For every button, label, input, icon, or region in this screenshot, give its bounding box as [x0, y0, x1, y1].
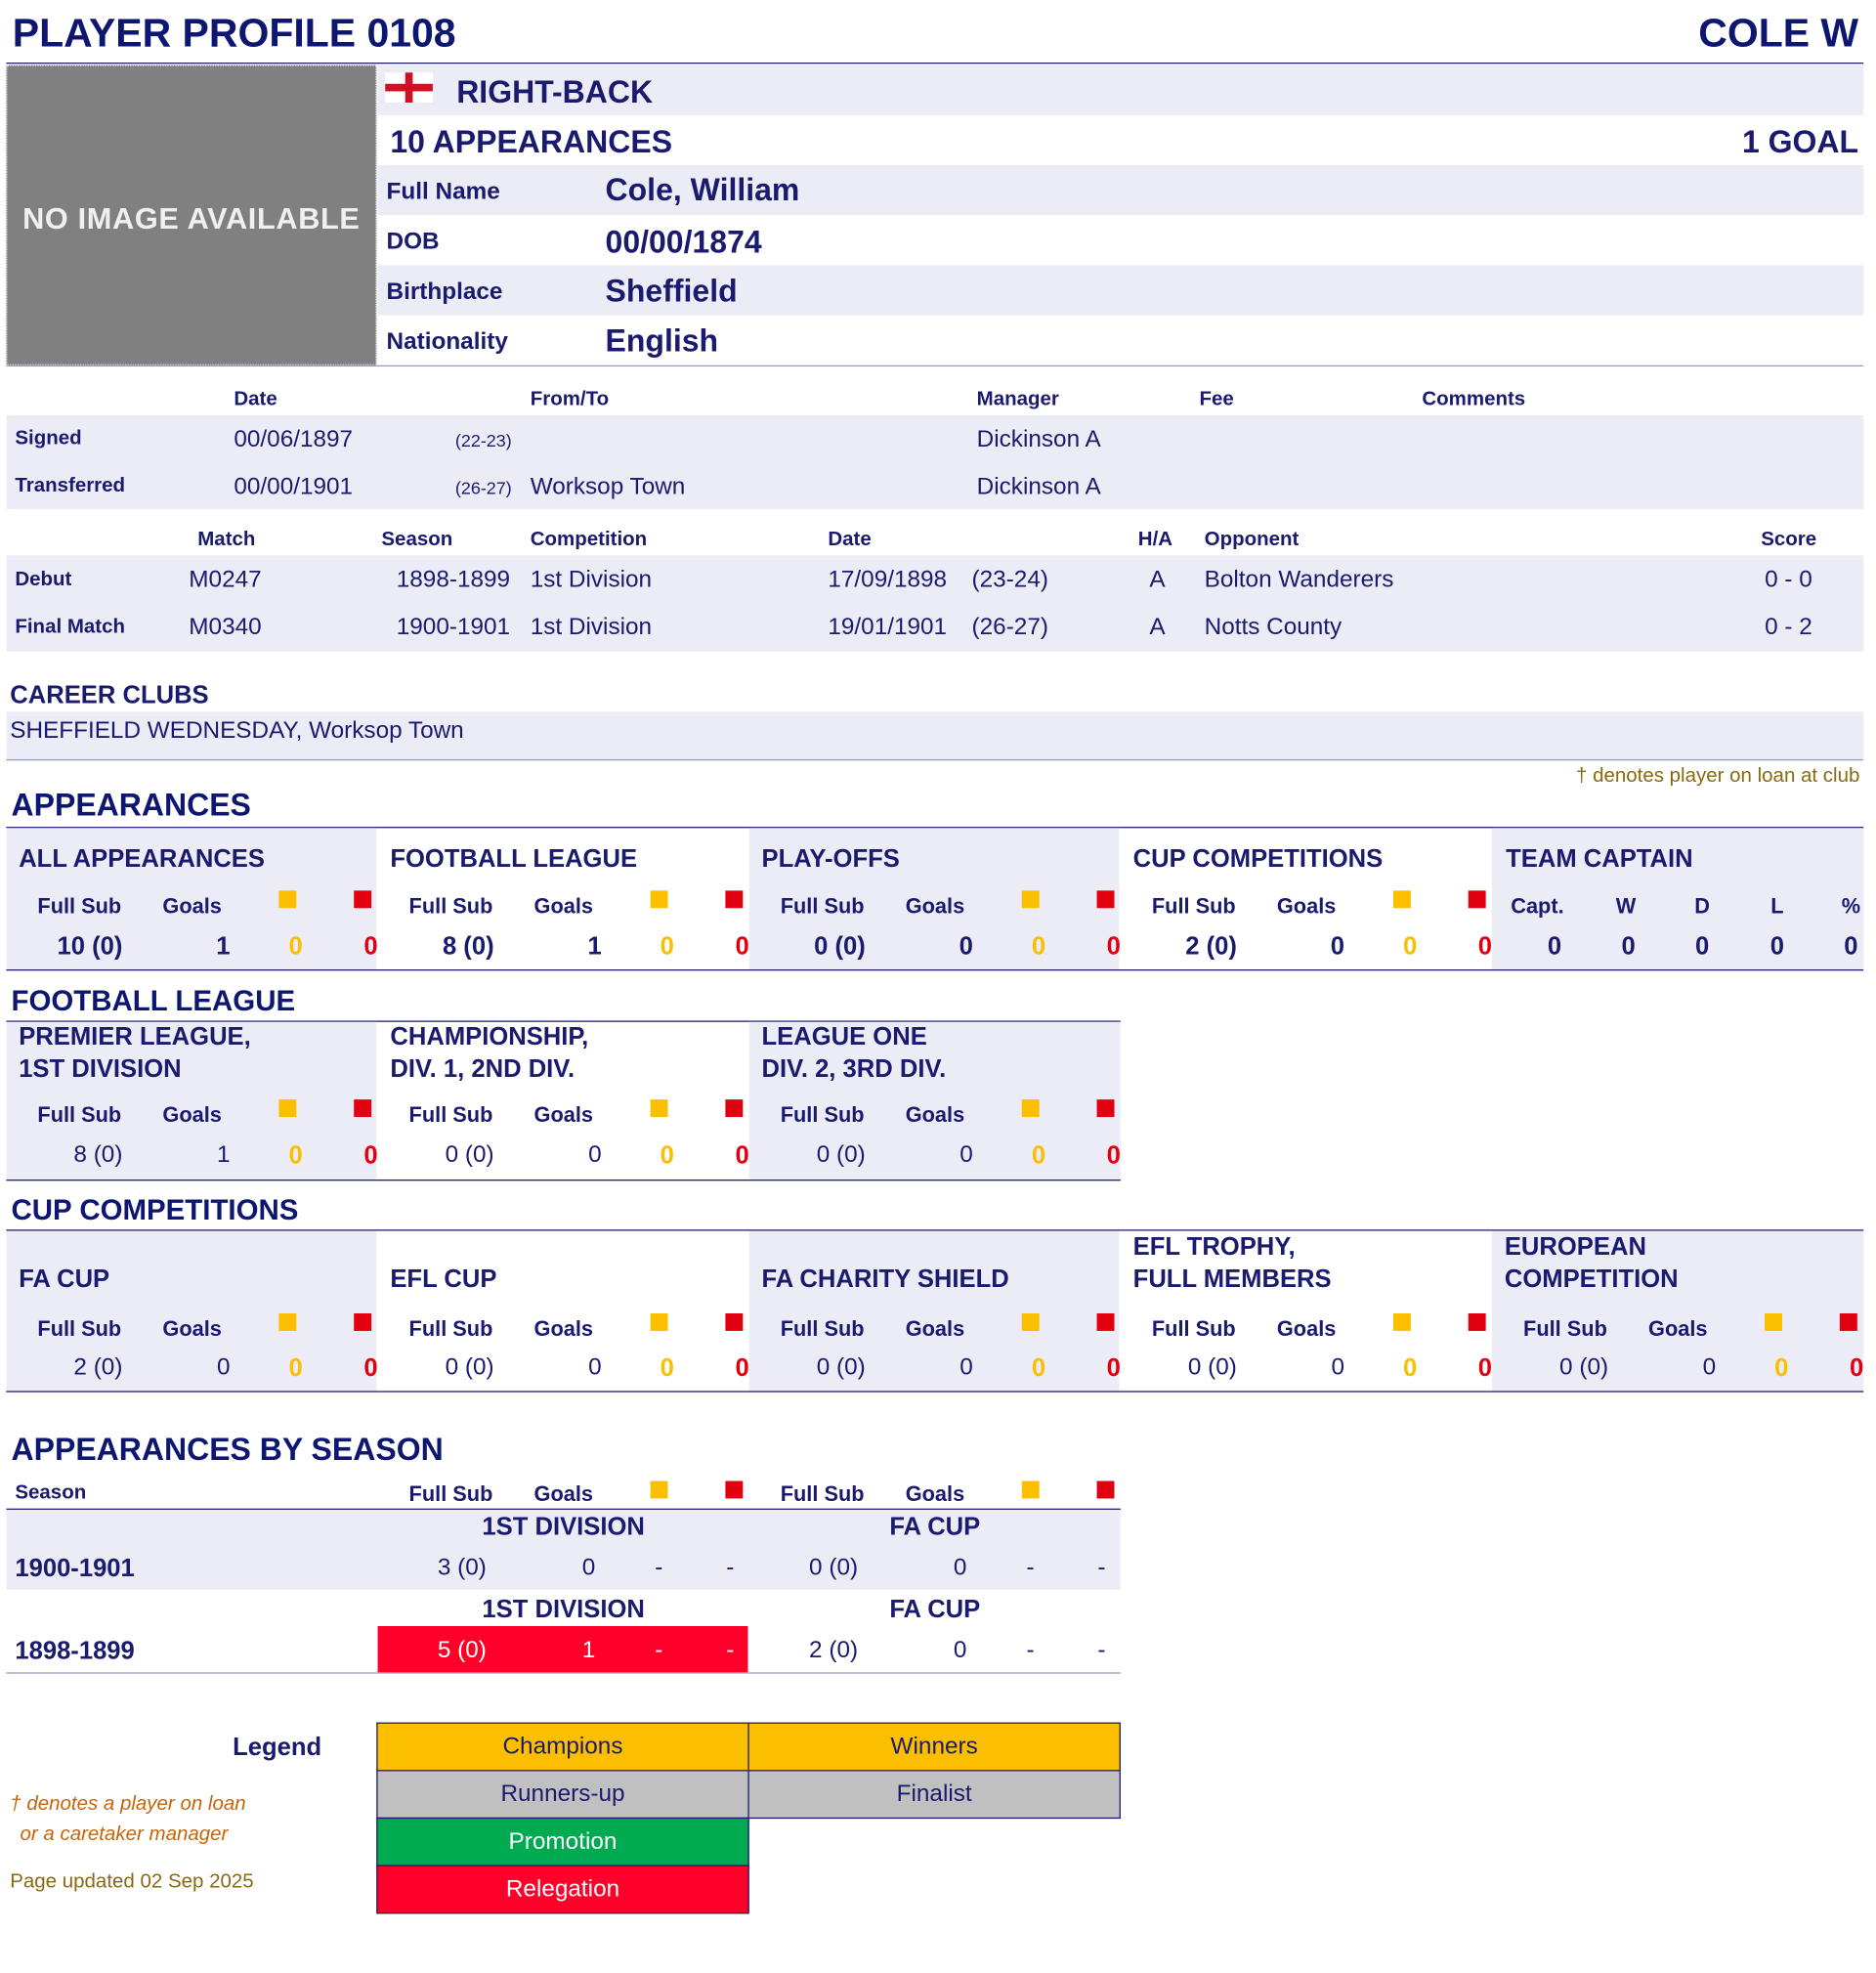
final-date: 19/01/1901	[828, 614, 948, 641]
cup-3-fullsub-value: 0 (0)	[1187, 1354, 1237, 1382]
final-date-season: (26-27)	[971, 614, 1048, 641]
bs-goals-header-1: Goals	[905, 1481, 965, 1507]
fl-0-fullsub-value: 8 (0)	[73, 1141, 123, 1169]
captain-value-capt: 0	[1547, 932, 1562, 962]
app-block-title-0: ALL APPEARANCES	[19, 845, 265, 874]
bs-goals-1-0: 1	[581, 1637, 596, 1664]
transfer-comments-header: Comments	[1422, 389, 1526, 410]
app-1-fullsub-header: Full Sub	[408, 894, 493, 919]
captain-value-pct: 0	[1844, 932, 1858, 962]
bs-red-0-1: -	[1097, 1555, 1106, 1581]
app-2-yellow-value: 0	[1031, 932, 1046, 962]
debut-label: Debut	[15, 569, 72, 591]
cup-0-goals-header: Goals	[162, 1316, 222, 1342]
legend-runners-up: Runners-up	[376, 1770, 748, 1819]
cup-0-goals-value: 0	[216, 1354, 231, 1382]
final-competition: 1st Division	[530, 614, 653, 641]
transferred-club: Worksop Town	[530, 474, 686, 500]
transfer-fee-header: Fee	[1199, 389, 1234, 410]
cup-2-red-value: 0	[1106, 1354, 1121, 1383]
app-2-goals-value: 0	[959, 932, 973, 962]
app-1-red-value: 0	[735, 932, 749, 962]
debut-season: 1898-1899	[396, 566, 511, 593]
nationality-label: Nationality	[386, 328, 508, 356]
app-3-goals-value: 0	[1330, 932, 1344, 962]
cup-1-fullsub-header: Full Sub	[408, 1316, 493, 1342]
app-1-goals-value: 1	[587, 932, 602, 962]
final-match-label: Final Match	[15, 617, 126, 638]
cup-1-fullsub-value: 0 (0)	[445, 1354, 494, 1382]
yellow-card-icon	[278, 1099, 296, 1117]
appearances-title: APPEARANCES	[11, 788, 251, 824]
career-clubs-list: SHEFFIELD WEDNESDAY, Worksop Town	[10, 717, 464, 745]
yellow-card-icon	[651, 1481, 668, 1499]
signed-season: (22-23)	[454, 430, 512, 450]
cup-4-yellow-value: 0	[1774, 1354, 1789, 1383]
captain-header-w: W	[1615, 894, 1637, 919]
dob-value: 00/00/1874	[605, 225, 762, 261]
captain-header-d: D	[1694, 894, 1710, 919]
debut-ha: A	[1149, 566, 1166, 593]
bs-comp-name-1-1: FA CUP	[889, 1596, 981, 1624]
bs-comp-name-0-0: 1ST DIVISION	[482, 1513, 645, 1541]
legend-winners: Winners	[747, 1723, 1120, 1772]
cup-block-title2-3: FULL MEMBERS	[1132, 1265, 1332, 1294]
transfer-fromto-header: From/To	[530, 389, 610, 410]
bs-red-1-1: -	[1097, 1637, 1106, 1664]
yellow-card-icon	[1022, 890, 1040, 908]
page-updated: Page updated 02 Sep 2025	[10, 1870, 254, 1893]
red-card-icon	[725, 1313, 743, 1331]
captain-header-pct: %	[1841, 894, 1861, 919]
legend-relegation: Relegation	[376, 1865, 748, 1913]
bs-comp-name-0-1: FA CUP	[889, 1513, 981, 1541]
bs-yellow-1-0: -	[655, 1637, 663, 1664]
app-0-goals-value: 1	[216, 932, 231, 962]
transfer-date-header: Date	[234, 389, 277, 410]
bs-yellow-0-1: -	[1026, 1555, 1035, 1581]
final-match: M0340	[189, 614, 262, 641]
by-season-season-header: Season	[15, 1481, 87, 1504]
fl-1-fullsub-header: Full Sub	[408, 1102, 493, 1128]
cup-block-title1-4: EUROPEAN	[1504, 1233, 1646, 1262]
fl-2-red-value: 0	[1106, 1141, 1121, 1170]
app-0-red-value: 0	[363, 932, 378, 962]
app-0-yellow-value: 0	[288, 932, 303, 962]
cup-2-goals-value: 0	[959, 1354, 973, 1382]
season-header: Season	[381, 529, 453, 551]
captain-header-capt: Capt.	[1511, 894, 1564, 919]
red-card-icon	[725, 890, 743, 908]
cup-block-title2-1: EFL CUP	[390, 1265, 497, 1294]
fl-1-goals-header: Goals	[533, 1102, 594, 1128]
debut-date-season: (23-24)	[971, 566, 1048, 593]
cup-block-title1-3: EFL TROPHY,	[1132, 1233, 1296, 1262]
signed-label: Signed	[15, 427, 82, 450]
app-3-red-value: 0	[1477, 932, 1493, 962]
legend-promotion: Promotion	[376, 1818, 748, 1866]
ha-header: H/A	[1137, 529, 1173, 551]
app-block-title-2: PLAY-OFFS	[761, 845, 900, 874]
cup-4-goals-header: Goals	[1648, 1316, 1708, 1342]
fl-block-title2-2: DIV. 2, 3RD DIV.	[761, 1055, 947, 1084]
red-card-icon	[1097, 890, 1115, 908]
match-header: Match	[197, 529, 256, 551]
cup-2-fullsub-header: Full Sub	[780, 1316, 865, 1342]
bs-fullsub-1-1: 2 (0)	[809, 1637, 859, 1664]
date-header: Date	[828, 529, 872, 551]
bs-goals-header-0: Goals	[533, 1481, 594, 1507]
transferred-manager: Dickinson A	[976, 474, 1101, 500]
transferred-label: Transferred	[15, 475, 126, 497]
app-block-title-3: CUP COMPETITIONS	[1132, 845, 1384, 874]
debut-opponent: Bolton Wanderers	[1204, 566, 1394, 593]
cup-0-fullsub-value: 2 (0)	[73, 1354, 123, 1382]
fl-block-title2-1: DIV. 1, 2ND DIV.	[390, 1055, 576, 1084]
career-clubs-title: CAREER CLUBS	[10, 681, 209, 709]
app-1-fullsub-value: 8 (0)	[442, 932, 494, 962]
red-card-icon	[1097, 1099, 1115, 1117]
fl-0-red-value: 0	[363, 1141, 378, 1170]
cup-2-fullsub-value: 0 (0)	[816, 1354, 866, 1382]
debut-competition: 1st Division	[530, 566, 653, 593]
app-3-fullsub-header: Full Sub	[1151, 894, 1236, 919]
fl-0-goals-header: Goals	[162, 1102, 222, 1128]
cup-2-yellow-value: 0	[1031, 1354, 1046, 1383]
legend-champions: Champions	[376, 1723, 748, 1772]
yellow-card-icon	[1022, 1481, 1040, 1499]
yellow-card-icon	[651, 1099, 668, 1117]
yellow-card-icon	[1765, 1313, 1782, 1331]
appearances-count: 10 APPEARANCES	[390, 125, 673, 160]
cup-1-goals-value: 0	[588, 1354, 602, 1382]
app-block-title-1: FOOTBALL LEAGUE	[390, 845, 638, 874]
bs-fullsub-0-0: 3 (0)	[437, 1555, 487, 1581]
bs-red-1-0: -	[726, 1637, 735, 1664]
cup-block-title2-2: FA CHARITY SHIELD	[761, 1265, 1009, 1294]
fl-block-title1-1: CHAMPIONSHIP,	[390, 1023, 589, 1051]
cup-1-goals-header: Goals	[533, 1316, 594, 1342]
cup-2-goals-header: Goals	[905, 1316, 965, 1342]
final-ha: A	[1149, 614, 1166, 641]
fl-block-title2-0: 1ST DIVISION	[19, 1055, 182, 1084]
captain-value-l: 0	[1769, 932, 1784, 962]
fl-2-fullsub-header: Full Sub	[780, 1102, 865, 1128]
bs-comp-name-1-0: 1ST DIVISION	[482, 1596, 645, 1624]
cup-3-yellow-value: 0	[1403, 1354, 1418, 1383]
yellow-card-icon	[651, 1313, 668, 1331]
captain-value-w: 0	[1621, 932, 1636, 962]
app-2-fullsub-header: Full Sub	[780, 894, 865, 919]
fl-1-fullsub-value: 0 (0)	[445, 1141, 494, 1169]
bs-goals-1-1: 0	[953, 1637, 967, 1664]
cup-1-red-value: 0	[735, 1354, 749, 1383]
app-1-goals-header: Goals	[533, 894, 594, 919]
transferred-season: (26-27)	[454, 477, 512, 498]
fl-0-yellow-value: 0	[288, 1141, 303, 1170]
app-0-goals-header: Goals	[162, 894, 222, 919]
fl-block-title1-2: LEAGUE ONE	[761, 1023, 927, 1051]
dob-label: DOB	[386, 229, 440, 256]
fl-0-fullsub-header: Full Sub	[37, 1102, 122, 1128]
cup-3-goals-header: Goals	[1276, 1316, 1337, 1342]
app-2-fullsub-value: 0 (0)	[814, 932, 866, 962]
opponent-header: Opponent	[1204, 529, 1300, 551]
red-card-icon	[1840, 1313, 1857, 1331]
bs-red-0-0: -	[726, 1555, 735, 1581]
bs-fullsub-header-0: Full Sub	[408, 1481, 493, 1507]
captain-header-l: L	[1770, 894, 1784, 919]
red-card-icon	[1097, 1481, 1115, 1499]
bs-goals-0-0: 0	[581, 1555, 596, 1581]
final-score: 0 - 2	[1765, 614, 1812, 641]
cup-1-yellow-value: 0	[660, 1354, 674, 1383]
birthplace-label: Birthplace	[386, 279, 503, 306]
signed-manager: Dickinson A	[976, 426, 1101, 453]
fullname-value: Cole, William	[605, 172, 800, 208]
signed-date: 00/06/1897	[234, 426, 354, 453]
goals-count: 1 GOAL	[1741, 125, 1859, 160]
fl-2-goals-header: Goals	[905, 1102, 965, 1128]
bs-season-1: 1898-1899	[15, 1637, 135, 1665]
yellow-card-icon	[1393, 1313, 1411, 1331]
red-card-icon	[354, 890, 371, 908]
bs-yellow-1-1: -	[1026, 1637, 1035, 1664]
app-0-fullsub-value: 10 (0)	[57, 932, 123, 962]
team-captain-title: TEAM CAPTAIN	[1506, 845, 1693, 874]
legend-finalist: Finalist	[747, 1770, 1120, 1819]
cup-3-red-value: 0	[1477, 1354, 1493, 1383]
cup-competitions-title: CUP COMPETITIONS	[11, 1193, 299, 1226]
score-header: Score	[1761, 529, 1817, 551]
fl-1-goals-value: 0	[588, 1141, 602, 1169]
fl-block-title1-0: PREMIER LEAGUE,	[19, 1023, 251, 1051]
by-season-title: APPEARANCES BY SEASON	[11, 1432, 444, 1468]
red-card-icon	[1097, 1313, 1115, 1331]
app-3-yellow-value: 0	[1403, 932, 1418, 962]
yellow-card-icon	[1022, 1099, 1040, 1117]
bs-season-0: 1900-1901	[15, 1555, 135, 1583]
debut-match: M0247	[189, 566, 262, 593]
cup-block-title2-4: COMPETITION	[1504, 1265, 1679, 1294]
fl-2-goals-value: 0	[959, 1141, 973, 1169]
fl-1-yellow-value: 0	[660, 1141, 674, 1170]
app-1-yellow-value: 0	[660, 932, 674, 962]
cup-4-fullsub-value: 0 (0)	[1559, 1354, 1609, 1382]
red-card-icon	[725, 1481, 743, 1499]
fullname-label: Full Name	[386, 179, 500, 205]
transferred-date: 00/00/1901	[234, 474, 354, 500]
red-card-icon	[354, 1313, 371, 1331]
bs-yellow-0-0: -	[655, 1555, 663, 1581]
loan-note: † denotes player on loan at club	[1576, 765, 1860, 788]
cup-3-goals-value: 0	[1331, 1354, 1344, 1382]
cup-0-yellow-value: 0	[288, 1354, 303, 1383]
player-photo-placeholder	[6, 65, 376, 365]
cup-4-goals-value: 0	[1702, 1354, 1717, 1382]
red-card-icon	[725, 1099, 743, 1117]
birthplace-value: Sheffield	[605, 274, 738, 310]
yellow-card-icon	[1393, 890, 1411, 908]
fl-2-yellow-value: 0	[1031, 1141, 1046, 1170]
cup-0-red-value: 0	[363, 1354, 378, 1383]
no-image-text: NO IMAGE AVAILABLE	[22, 202, 361, 236]
page-title: PLAYER PROFILE 0108	[12, 10, 456, 56]
player-short-name: COLE W	[1698, 10, 1859, 56]
player-position: RIGHT-BACK	[456, 74, 654, 110]
fl-0-goals-value: 1	[216, 1141, 231, 1169]
app-3-fullsub-value: 2 (0)	[1185, 932, 1237, 962]
bs-goals-0-1: 0	[953, 1555, 967, 1581]
cup-block-title2-0: FA CUP	[19, 1265, 110, 1294]
cup-4-fullsub-header: Full Sub	[1523, 1316, 1607, 1342]
red-card-icon	[1469, 1313, 1486, 1331]
cup-4-red-value: 0	[1849, 1354, 1864, 1383]
cup-3-fullsub-header: Full Sub	[1151, 1316, 1236, 1342]
final-season: 1900-1901	[396, 614, 511, 641]
fl-2-fullsub-value: 0 (0)	[816, 1141, 866, 1169]
app-2-red-value: 0	[1106, 932, 1121, 962]
red-card-icon	[354, 1099, 371, 1117]
yellow-card-icon	[1022, 1313, 1040, 1331]
bs-fullsub-1-0: 5 (0)	[437, 1637, 487, 1664]
legend-title: Legend	[233, 1734, 322, 1762]
debut-date: 17/09/1898	[828, 566, 948, 593]
bs-fullsub-0-1: 0 (0)	[809, 1555, 859, 1581]
app-2-goals-header: Goals	[905, 894, 965, 919]
legend-note-line1: † denotes a player on loan	[10, 1793, 246, 1816]
football-league-title: FOOTBALL LEAGUE	[11, 984, 296, 1017]
competition-header: Competition	[530, 529, 648, 551]
legend-note-line2: or a caretaker manager	[20, 1823, 229, 1845]
fl-1-red-value: 0	[735, 1141, 749, 1170]
bs-fullsub-header-1: Full Sub	[780, 1481, 865, 1507]
yellow-card-icon	[651, 890, 668, 908]
yellow-card-icon	[278, 890, 296, 908]
england-flag-icon	[385, 72, 433, 103]
transfer-manager-header: Manager	[976, 389, 1059, 410]
red-card-icon	[1469, 890, 1486, 908]
nationality-value: English	[605, 323, 719, 360]
cup-0-fullsub-header: Full Sub	[37, 1316, 122, 1342]
app-0-fullsub-header: Full Sub	[37, 894, 122, 919]
app-3-goals-header: Goals	[1276, 894, 1337, 919]
captain-value-d: 0	[1694, 932, 1710, 962]
yellow-card-icon	[278, 1313, 296, 1331]
final-opponent: Notts County	[1204, 614, 1343, 641]
debut-score: 0 - 0	[1765, 566, 1812, 593]
